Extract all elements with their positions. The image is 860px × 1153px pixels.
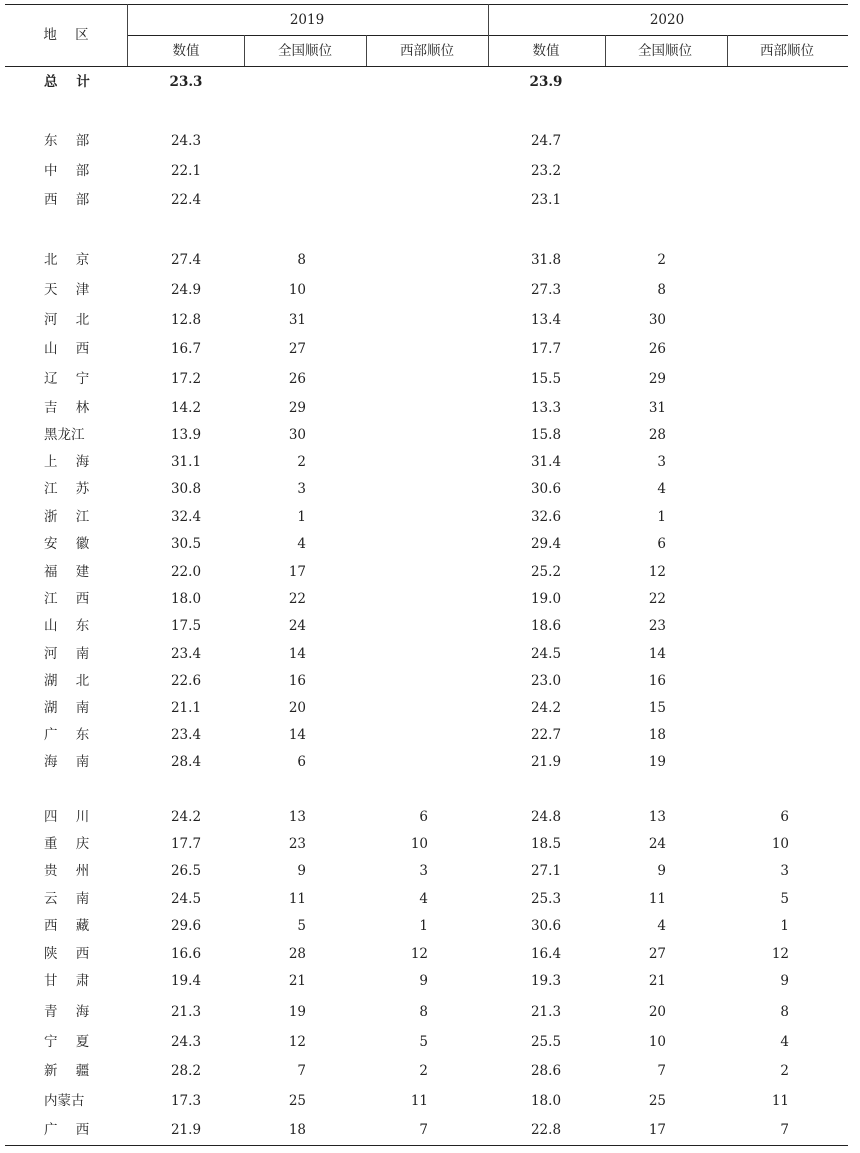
national-rank-2019: 7 (297, 1063, 306, 1079)
national-rank-2020: 13 (648, 809, 666, 825)
value-2020: 22.7 (530, 727, 562, 743)
value-2020: 32.6 (530, 509, 562, 525)
region-name: 上 海 (44, 454, 90, 470)
value-2020: 23.1 (530, 192, 562, 208)
header-vrule (727, 35, 728, 66)
national-rank-2019: 21 (288, 973, 306, 989)
west-rank-2020: 9 (780, 973, 789, 989)
value-2019: 16.7 (170, 341, 202, 357)
region-name: 浙 江 (44, 509, 90, 525)
region-header: 地 区 (43, 27, 89, 43)
subheader-col-value: 数值 (172, 43, 200, 59)
value-2020: 24.5 (530, 646, 562, 662)
value-2019: 17.7 (170, 836, 202, 852)
west-rank-2020: 5 (780, 891, 789, 907)
national-rank-2020: 16 (648, 673, 666, 689)
region-name: 贵 州 (44, 863, 90, 879)
value-2019: 30.5 (170, 536, 202, 552)
region-name: 内蒙古 (44, 1093, 85, 1109)
national-rank-2019: 28 (288, 946, 306, 962)
region-name: 安 徽 (44, 536, 90, 552)
region-name: 湖 北 (44, 673, 90, 689)
value-2020: 18.5 (530, 836, 562, 852)
value-2019: 24.5 (170, 891, 202, 907)
value-2019: 17.5 (170, 618, 202, 634)
national-rank-2020: 17 (648, 1122, 666, 1138)
national-rank-2020: 22 (648, 591, 666, 607)
value-2020: 24.7 (530, 133, 562, 149)
national-rank-2019: 16 (288, 673, 306, 689)
west-rank-2019: 12 (410, 946, 428, 962)
region-name: 东 部 (44, 133, 90, 149)
national-rank-2020: 19 (648, 754, 666, 770)
national-rank-2020: 7 (657, 1063, 666, 1079)
value-2020: 30.6 (530, 481, 562, 497)
value-2020: 27.3 (530, 282, 562, 298)
national-rank-2019: 22 (288, 591, 306, 607)
subheader-col-national-rank: 全国顺位 (278, 43, 332, 59)
region-name: 黑龙江 (44, 427, 85, 443)
value-2020: 23.2 (530, 163, 562, 179)
region-name: 西 藏 (44, 918, 90, 934)
year-2019-header: 2019 (289, 12, 325, 28)
national-rank-2019: 25 (288, 1093, 306, 1109)
west-rank-2020: 11 (771, 1093, 789, 1109)
national-rank-2020: 20 (648, 1004, 666, 1020)
value-2020: 28.6 (530, 1063, 562, 1079)
west-rank-2020: 8 (780, 1004, 789, 1020)
region-name: 中 部 (44, 163, 90, 179)
region-name: 青 海 (44, 1004, 90, 1020)
value-2019: 17.2 (170, 371, 202, 387)
value-2019: 26.5 (170, 863, 202, 879)
value-2020: 23.9 (529, 74, 563, 90)
national-rank-2020: 27 (648, 946, 666, 962)
west-rank-2019: 5 (419, 1034, 428, 1050)
value-2019: 22.6 (170, 673, 202, 689)
national-rank-2020: 2 (657, 252, 666, 268)
national-rank-2020: 4 (657, 918, 666, 934)
national-rank-2020: 12 (648, 564, 666, 580)
value-2019: 24.2 (170, 809, 202, 825)
national-rank-2019: 12 (288, 1034, 306, 1050)
west-rank-2020: 1 (780, 918, 789, 934)
west-rank-2020: 10 (771, 836, 789, 852)
national-rank-2020: 10 (648, 1034, 666, 1050)
value-2020: 29.4 (530, 536, 562, 552)
west-rank-2019: 9 (419, 973, 428, 989)
value-2020: 23.0 (530, 673, 562, 689)
value-2019: 19.4 (170, 973, 202, 989)
west-rank-2019: 7 (419, 1122, 428, 1138)
value-2020: 18.6 (530, 618, 562, 634)
national-rank-2020: 30 (648, 312, 666, 328)
value-2019: 12.8 (170, 312, 202, 328)
region-name: 江 苏 (44, 481, 90, 497)
national-rank-2019: 10 (288, 282, 306, 298)
header-vrule (488, 4, 489, 66)
national-rank-2020: 21 (648, 973, 666, 989)
value-2019: 29.6 (170, 918, 202, 934)
national-rank-2019: 11 (288, 891, 306, 907)
national-rank-2019: 29 (288, 400, 306, 416)
value-2019: 28.4 (170, 754, 202, 770)
national-rank-2020: 28 (648, 427, 666, 443)
value-2020: 21.3 (530, 1004, 562, 1020)
value-2020: 30.6 (530, 918, 562, 934)
west-rank-2019: 4 (419, 891, 428, 907)
value-2020: 31.8 (530, 252, 562, 268)
national-rank-2020: 26 (648, 341, 666, 357)
national-rank-2020: 6 (657, 536, 666, 552)
region-name: 陕 西 (44, 946, 90, 962)
table-top-rule (5, 4, 848, 5)
value-2019: 28.2 (170, 1063, 202, 1079)
region-name: 四 川 (44, 809, 90, 825)
value-2019: 17.3 (170, 1093, 202, 1109)
west-rank-2019: 6 (419, 809, 428, 825)
value-2019: 23.4 (170, 727, 202, 743)
header-vrule (366, 35, 367, 66)
value-2019: 18.0 (170, 591, 202, 607)
national-rank-2020: 4 (657, 481, 666, 497)
national-rank-2019: 13 (288, 809, 306, 825)
west-rank-2019: 10 (410, 836, 428, 852)
value-2020: 17.7 (530, 341, 562, 357)
subheader-col-value: 数值 (532, 43, 560, 59)
national-rank-2020: 29 (648, 371, 666, 387)
header-vrule (244, 35, 245, 66)
national-rank-2019: 9 (297, 863, 306, 879)
value-2020: 16.4 (530, 946, 562, 962)
value-2020: 24.2 (530, 700, 562, 716)
value-2020: 27.1 (530, 863, 562, 879)
west-rank-2020: 12 (771, 946, 789, 962)
region-name: 北 京 (44, 252, 90, 268)
national-rank-2020: 15 (648, 700, 666, 716)
value-2020: 25.5 (530, 1034, 562, 1050)
value-2019: 22.4 (170, 192, 202, 208)
region-name: 甘 肃 (44, 973, 90, 989)
national-rank-2020: 14 (648, 646, 666, 662)
region-name: 湖 南 (44, 700, 90, 716)
value-2020: 13.3 (530, 400, 562, 416)
value-2019: 21.3 (170, 1004, 202, 1020)
national-rank-2019: 26 (288, 371, 306, 387)
value-2019: 23.4 (170, 646, 202, 662)
west-rank-2020: 3 (780, 863, 789, 879)
region-name: 江 西 (44, 591, 90, 607)
national-rank-2019: 19 (288, 1004, 306, 1020)
national-rank-2019: 8 (297, 252, 306, 268)
value-2020: 19.3 (530, 973, 562, 989)
value-2019: 24.3 (170, 1034, 202, 1050)
west-rank-2020: 4 (780, 1034, 789, 1050)
west-rank-2019: 8 (419, 1004, 428, 1020)
national-rank-2020: 31 (648, 400, 666, 416)
national-rank-2019: 6 (297, 754, 306, 770)
national-rank-2020: 3 (657, 454, 666, 470)
value-2019: 32.4 (170, 509, 202, 525)
header-bottom-rule (5, 66, 848, 67)
west-rank-2020: 2 (780, 1063, 789, 1079)
region-name: 广 东 (44, 727, 90, 743)
region-name: 重 庆 (44, 836, 90, 852)
value-2019: 22.1 (170, 163, 202, 179)
table-bottom-rule (5, 1145, 848, 1146)
national-rank-2019: 30 (288, 427, 306, 443)
value-2020: 13.4 (530, 312, 562, 328)
west-rank-2019: 11 (410, 1093, 428, 1109)
national-rank-2020: 18 (648, 727, 666, 743)
subheader-col-west-rank: 西部顺位 (760, 43, 814, 59)
region-name: 辽 宁 (44, 371, 90, 387)
value-2019: 23.3 (169, 74, 203, 90)
national-rank-2019: 14 (288, 646, 306, 662)
west-rank-2020: 7 (780, 1122, 789, 1138)
national-rank-2019: 5 (297, 918, 306, 934)
national-rank-2020: 24 (648, 836, 666, 852)
subheader-col-west-rank: 西部顺位 (400, 43, 454, 59)
national-rank-2019: 17 (288, 564, 306, 580)
national-rank-2020: 11 (648, 891, 666, 907)
value-2019: 24.9 (170, 282, 202, 298)
subheader-col-national-rank: 全国顺位 (638, 43, 692, 59)
value-2019: 16.6 (170, 946, 202, 962)
national-rank-2020: 8 (657, 282, 666, 298)
west-rank-2020: 6 (780, 809, 789, 825)
value-2020: 18.0 (530, 1093, 562, 1109)
value-2020: 22.8 (530, 1122, 562, 1138)
region-name: 新 疆 (44, 1063, 90, 1079)
national-rank-2019: 18 (288, 1122, 306, 1138)
region-name: 吉 林 (44, 400, 90, 416)
national-rank-2019: 24 (288, 618, 306, 634)
national-rank-2019: 27 (288, 341, 306, 357)
value-2019: 13.9 (170, 427, 202, 443)
header-vrule (605, 35, 606, 66)
value-2020: 15.8 (530, 427, 562, 443)
national-rank-2019: 3 (297, 481, 306, 497)
national-rank-2019: 23 (288, 836, 306, 852)
value-2019: 22.0 (170, 564, 202, 580)
value-2020: 21.9 (530, 754, 562, 770)
region-name: 广 西 (44, 1122, 90, 1138)
region-name: 河 北 (44, 312, 90, 328)
value-2020: 25.2 (530, 564, 562, 580)
national-rank-2020: 1 (657, 509, 666, 525)
header-vrule (127, 4, 128, 66)
value-2020: 15.5 (530, 371, 562, 387)
value-2019: 30.8 (170, 481, 202, 497)
national-rank-2019: 20 (288, 700, 306, 716)
region-name: 河 南 (44, 646, 90, 662)
region-name: 天 津 (44, 282, 90, 298)
value-2019: 14.2 (170, 400, 202, 416)
region-name: 海 南 (44, 754, 90, 770)
region-name: 总 计 (44, 74, 90, 90)
region-name: 云 南 (44, 891, 90, 907)
west-rank-2019: 1 (419, 918, 428, 934)
value-2019: 21.9 (170, 1122, 202, 1138)
value-2020: 31.4 (530, 454, 562, 470)
national-rank-2019: 4 (297, 536, 306, 552)
value-2019: 24.3 (170, 133, 202, 149)
value-2020: 24.8 (530, 809, 562, 825)
national-rank-2019: 31 (288, 312, 306, 328)
region-name: 山 西 (44, 341, 90, 357)
value-2020: 19.0 (530, 591, 562, 607)
west-rank-2019: 2 (419, 1063, 428, 1079)
year-2020-header: 2020 (649, 12, 685, 28)
region-name: 西 部 (44, 192, 90, 208)
value-2019: 21.1 (170, 700, 202, 716)
west-rank-2019: 3 (419, 863, 428, 879)
national-rank-2019: 2 (297, 454, 306, 470)
national-rank-2019: 1 (297, 509, 306, 525)
national-rank-2019: 14 (288, 727, 306, 743)
value-2019: 31.1 (170, 454, 202, 470)
value-2020: 25.3 (530, 891, 562, 907)
national-rank-2020: 9 (657, 863, 666, 879)
region-name: 山 东 (44, 618, 90, 634)
region-name: 福 建 (44, 564, 90, 580)
national-rank-2020: 23 (648, 618, 666, 634)
value-2019: 27.4 (170, 252, 202, 268)
national-rank-2020: 25 (648, 1093, 666, 1109)
region-name: 宁 夏 (44, 1034, 90, 1050)
